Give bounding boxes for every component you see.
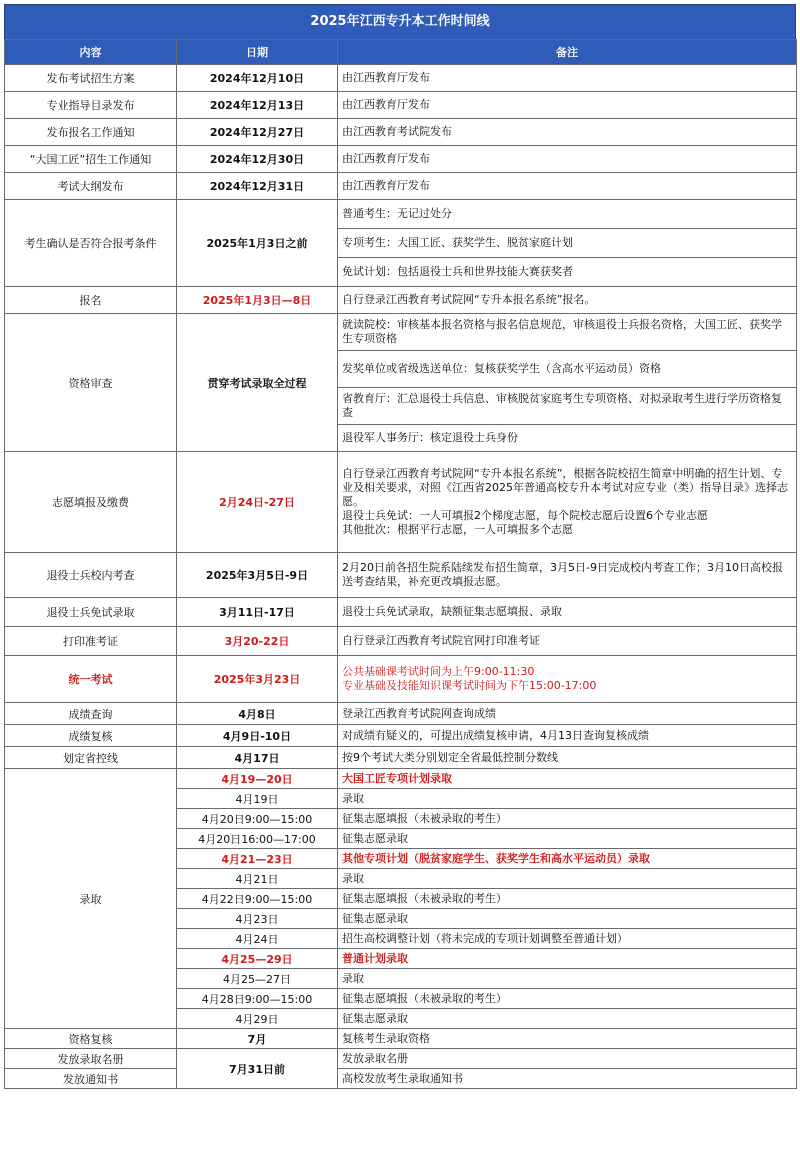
row-content: 志愿填报及缴费	[5, 452, 177, 553]
row-note: 征集志愿填报（未被录取的考生）	[338, 989, 797, 1009]
table-row	[5, 1029, 797, 1049]
row-date: 3月11日-17日	[177, 598, 338, 627]
row-date: 4月24日	[177, 929, 338, 949]
row-note: 招生高校调整计划（将未完成的专项计划调整至普通计划）	[338, 929, 797, 949]
row-date: 4月8日	[177, 703, 338, 725]
row-content: 成绩查询	[5, 703, 177, 725]
row-content: 成绩复核	[5, 725, 177, 747]
table-row	[5, 553, 797, 598]
row-note: 由江西教育厅发布	[338, 173, 797, 200]
row-date: 2024年12月27日	[177, 119, 338, 146]
row-date: 2025年1月3日—8日	[177, 287, 338, 314]
row-date: 4月19日	[177, 789, 338, 809]
row-date: 4月21—23日	[177, 849, 338, 869]
timeline-table	[4, 39, 797, 1089]
row-date: 4月17日	[177, 747, 338, 769]
row-content: 打印准考证	[5, 627, 177, 656]
table-row	[5, 119, 797, 146]
row-date: 7月31日前	[177, 1049, 338, 1089]
row-note: 退役军人事务厅：核定退役士兵身份	[338, 425, 797, 452]
row-note: 登录江西教育考试院网查询成绩	[338, 703, 797, 725]
row-note: 按9个考试大类分别划定全省最低控制分数线	[338, 747, 797, 769]
table-row	[5, 200, 797, 229]
row-note: 公共基础课考试时间为上午9:00-11:30	[342, 665, 535, 678]
row-note: 征集志愿录取	[338, 829, 797, 849]
row-note: 专项考生：大国工匠、获奖学生、脱贫家庭计划	[338, 229, 797, 258]
row-note: 自行登录江西教育考试院官网打印准考证	[338, 627, 797, 656]
row-date: 4月20日16:00—17:00	[177, 829, 338, 849]
row-date: 2024年12月30日	[177, 146, 338, 173]
row-date: 贯穿考试录取全过程	[177, 314, 338, 452]
table-row	[5, 725, 797, 747]
row-date: 2024年12月10日	[177, 65, 338, 92]
row-date: 4月29日	[177, 1009, 338, 1029]
row-date: 2024年12月13日	[177, 92, 338, 119]
row-note: 就读院校：审核基本报名资格与报名信息规范，审核退役士兵报名资格，大国工匠、获奖学生专项资格	[338, 314, 797, 351]
table-row	[5, 92, 797, 119]
table-row	[5, 452, 797, 553]
row-note: 对成绩有疑义的，可提出成绩复核申请，4月13日查询复核成绩	[338, 725, 797, 747]
table-row	[5, 173, 797, 200]
row-date: 2024年12月31日	[177, 173, 338, 200]
table-row	[5, 1049, 797, 1069]
table-row	[5, 598, 797, 627]
row-content: 发布报名工作通知	[5, 119, 177, 146]
row-note: 由江西教育厅发布	[338, 146, 797, 173]
row-date: 2025年1月3日之前	[177, 200, 338, 287]
row-note: 其他批次：根据平行志愿，一人可填报多个志愿	[342, 523, 573, 536]
table-row	[5, 656, 797, 703]
row-note: 征集志愿录取	[338, 909, 797, 929]
column-header-date: 日期	[177, 40, 338, 65]
table-row	[5, 769, 797, 789]
row-note: 录取	[338, 869, 797, 889]
row-note: 省教育厅：汇总退役士兵信息、审核脱贫家庭考生专项资格、对拟录取考生进行学历资格复查	[338, 388, 797, 425]
row-date: 4月23日	[177, 909, 338, 929]
table-row	[5, 314, 797, 351]
row-note: 退役士兵免试录取，缺额征集志愿填报、录取	[338, 598, 797, 627]
row-date: 2月24日-27日	[177, 452, 338, 553]
row-date: 4月9日-10日	[177, 725, 338, 747]
row-date: 3月20-22日	[177, 627, 338, 656]
row-date: 4月19—20日	[177, 769, 338, 789]
row-date: 4月28日9:00—15:00	[177, 989, 338, 1009]
row-date: 4月22日9:00—15:00	[177, 889, 338, 909]
row-note: 退役士兵免试：一人可填报2个梯度志愿，每个院校志愿后设置6个专业志愿	[342, 509, 708, 522]
row-content: 资格复核	[5, 1029, 177, 1049]
row-note-group	[338, 452, 797, 553]
row-note: 专业基础及技能知识课考试时间为下午15:00-17:00	[342, 679, 597, 692]
row-date: 2025年3月5日-9日	[177, 553, 338, 598]
row-note: 2月20日前各招生院系陆续发布招生简章，3月5日-9日完成校内考查工作；3月10日高校报送考查结果，补充更改填报志愿。	[338, 553, 797, 598]
row-content: 退役士兵免试录取	[5, 598, 177, 627]
timeline-sheet	[4, 4, 796, 1089]
table-row	[5, 1069, 797, 1089]
table-row	[5, 65, 797, 92]
row-content: 划定省控线	[5, 747, 177, 769]
row-note-group	[338, 656, 797, 703]
row-date: 4月25—29日	[177, 949, 338, 969]
row-date: 4月21日	[177, 869, 338, 889]
row-date: 2025年3月23日	[177, 656, 338, 703]
row-note: 自行登录江西教育考试院网“专升本报名系统”报名。	[338, 287, 797, 314]
row-note: 普通计划录取	[338, 949, 797, 969]
row-content: “大国工匠”招生工作通知	[5, 146, 177, 173]
row-date: 7月	[177, 1029, 338, 1049]
column-header-note: 备注	[338, 40, 797, 65]
row-content: 报名	[5, 287, 177, 314]
row-content: 统一考试	[5, 656, 177, 703]
row-note: 由江西教育厅发布	[338, 65, 797, 92]
row-note: 发放录取名册	[338, 1049, 797, 1069]
row-content: 发布考试招生方案	[5, 65, 177, 92]
column-header-content: 内容	[5, 40, 177, 65]
row-note: 由江西教育考试院发布	[338, 119, 797, 146]
row-note: 自行登录江西教育考试院网“专升本报名系统”，根据各院校招生简章中明确的招生计划、专业及相关要求，对照《江西省2025年普通高校专升本考试对应专业（类）指导目录》选择志愿。	[342, 467, 788, 508]
row-note: 由江西教育厅发布	[338, 92, 797, 119]
row-note: 征集志愿填报（未被录取的考生）	[338, 889, 797, 909]
row-note: 征集志愿录取	[338, 1009, 797, 1029]
table-row	[5, 627, 797, 656]
row-note: 征集志愿填报（未被录取的考生）	[338, 809, 797, 829]
table-row	[5, 146, 797, 173]
row-content: 资格审查	[5, 314, 177, 452]
row-content: 发放录取名册	[5, 1049, 177, 1069]
row-content: 发放通知书	[5, 1069, 177, 1089]
row-note: 免试计划：包括退役士兵和世界技能大赛获奖者	[338, 258, 797, 287]
table-row	[5, 703, 797, 725]
table-header-row	[5, 40, 797, 65]
row-content: 考试大纲发布	[5, 173, 177, 200]
row-note: 其他专项计划（脱贫家庭学生、获奖学生和高水平运动员）录取	[338, 849, 797, 869]
row-content: 考生确认是否符合报考条件	[5, 200, 177, 287]
row-note: 高校发放考生录取通知书	[338, 1069, 797, 1089]
row-note: 普通考生：无记过处分	[338, 200, 797, 229]
page-title: 2025年江西专升本工作时间线	[4, 4, 796, 39]
row-date: 4月20日9:00—15:00	[177, 809, 338, 829]
row-content: 专业指导目录发布	[5, 92, 177, 119]
row-note: 录取	[338, 969, 797, 989]
row-date: 4月25—27日	[177, 969, 338, 989]
table-row	[5, 747, 797, 769]
table-row	[5, 287, 797, 314]
row-note: 录取	[338, 789, 797, 809]
row-content: 录取	[5, 769, 177, 1029]
row-note: 发奖单位或省级选送单位：复核获奖学生（含高水平运动员）资格	[338, 351, 797, 388]
row-content: 退役士兵校内考查	[5, 553, 177, 598]
row-note: 大国工匠专项计划录取	[338, 769, 797, 789]
row-note: 复核考生录取资格	[338, 1029, 797, 1049]
